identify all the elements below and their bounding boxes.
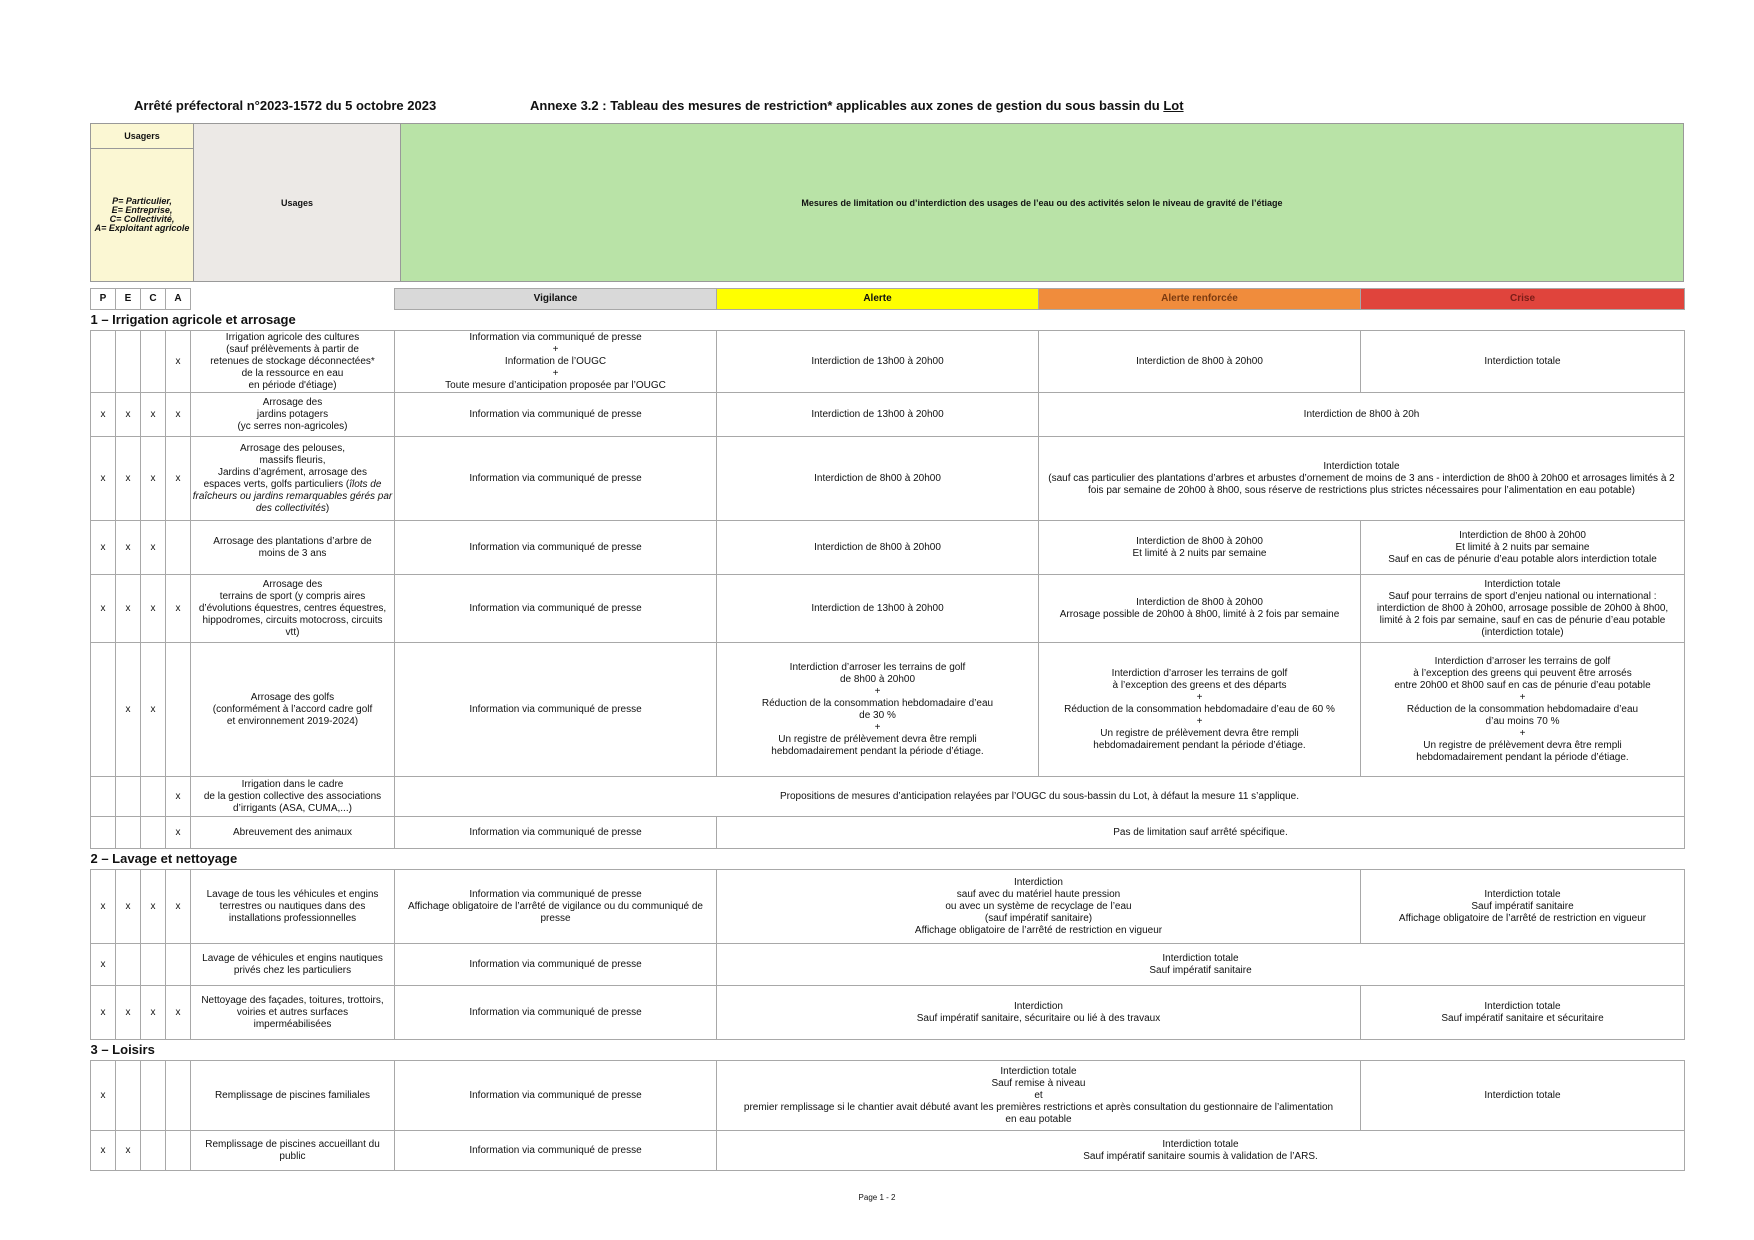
col-e: E <box>116 289 141 310</box>
mark-e: x <box>116 575 141 643</box>
usage-text: espaces verts, golfs particuliers ( <box>203 478 350 490</box>
alerte-renforcee-cell <box>1039 521 1361 575</box>
annex-title <box>530 98 1184 113</box>
table-row <box>91 986 1685 1040</box>
vigilance-cell <box>395 331 717 393</box>
mark-e: x <box>116 870 141 944</box>
mark-c: x <box>141 393 166 437</box>
usage-line: Remplissage de piscines accueillant du <box>205 1138 380 1150</box>
cell-line: d’au moins 70 % <box>1485 715 1560 727</box>
usage-line: installations professionnelles <box>228 912 357 924</box>
cell-line: Interdiction d’arroser les terrains de golf <box>1434 655 1611 667</box>
col-p: P <box>91 289 116 310</box>
cell-line: hebdomadairement pendant la période d’étiage. <box>771 745 984 757</box>
legend-e: E= Entreprise, <box>111 205 173 215</box>
cell-line: de 8h00 à 20h00 <box>839 673 916 685</box>
alerte-renforcee-cell <box>1039 575 1361 643</box>
cell-line: Information via communiqué de presse <box>469 888 642 900</box>
cell-line: Information via communiqué de presse <box>469 331 642 343</box>
vigilance-cell <box>395 870 717 944</box>
usage-cell <box>191 986 395 1040</box>
crise-cell <box>1361 870 1685 944</box>
usage-line: Lavage de véhicules et engins nautiques <box>202 952 383 964</box>
cell-line: Sauf remise à niveau <box>991 1077 1086 1089</box>
cell-line: Interdiction totale <box>1323 460 1400 472</box>
cell-line: Réduction de la consommation hebdomadaire d’eau <box>761 697 994 709</box>
cell-line: Interdiction d’arroser les terrains de golf <box>789 661 966 673</box>
mark-a: x <box>166 777 191 817</box>
cell-line: (sauf cas particulier des plantations d’arbres et arbustes d’ornement de moins de 3 ans - interdiction de 8h00 à 20h00 et arrosages limités à 2 fois par semaine de 20h00 à 8h00, sous réserve de restrictions plus strictes nécessaires pour l’alimentation en eau potable) <box>1048 472 1675 496</box>
mark-p: x <box>91 870 116 944</box>
cell-line: Interdiction totale <box>1484 578 1561 590</box>
cell-line: Interdiction totale <box>1162 1138 1239 1150</box>
alerte-renforcee-cell <box>717 1061 1361 1131</box>
mark-c: x <box>141 986 166 1040</box>
mark-c: x <box>141 437 166 521</box>
mark-p <box>91 817 116 849</box>
mark-e: x <box>116 437 141 521</box>
cell-line: + <box>874 685 881 697</box>
mark-e <box>116 1061 141 1131</box>
measures-title: Mesures de limitation ou d’interdiction des usages de l’eau ou des activités selon le niveau de gravité de l’étiage <box>401 124 1684 282</box>
usage-line: Jardins d’agrément, arrosage des <box>218 466 367 478</box>
vigilance-cell: Information via communiqué de presse <box>395 393 717 437</box>
usage-line: Arrosage des <box>262 578 323 590</box>
cell-line: Sauf impératif sanitaire <box>1149 964 1252 976</box>
mark-e <box>116 331 141 393</box>
mark-c <box>141 944 166 986</box>
crise-cell <box>1361 986 1685 1040</box>
col-vigilance: Vigilance <box>395 289 717 310</box>
alerte-cell: Interdiction de 13h00 à 20h00 <box>717 393 1039 437</box>
cell-line: + <box>552 343 559 355</box>
usage-line: Irrigation dans le cadre <box>241 778 344 790</box>
table-row <box>91 817 1685 849</box>
crise-cell: Interdiction totale <box>1361 331 1685 393</box>
usage-line: Arrosage des plantations d’arbre de <box>213 535 372 547</box>
usage-line: imperméabilisées <box>253 1018 332 1030</box>
table-row <box>91 575 1685 643</box>
cell-line: de 30 % <box>859 709 896 721</box>
section-loisirs: 3 – Loisirs <box>90 1042 155 1057</box>
cell-line: + <box>552 367 559 379</box>
header-table <box>90 123 1684 282</box>
mark-p: x <box>91 944 116 986</box>
vigilance-cell: Information via communiqué de presse <box>395 1061 717 1131</box>
usage-text: ) <box>325 502 330 514</box>
alerte-to-crise-cell <box>717 1131 1685 1171</box>
page-number: Page 1 - 2 <box>858 1193 896 1202</box>
vigilance-cell: Information via communiqué de presse <box>395 944 717 986</box>
crise-cell <box>1361 575 1685 643</box>
usage-line: terrains de sport (y compris aires <box>219 590 366 602</box>
mark-e: x <box>116 986 141 1040</box>
crise-cell: Interdiction totale <box>1361 1061 1685 1131</box>
legend-c: C= Collectivité, <box>109 214 175 224</box>
cell-line: Interdiction <box>1014 1000 1063 1012</box>
usage-line: Irrigation agricole des cultures <box>225 331 360 343</box>
cell-line: à l’exception des greens et des départs <box>1112 679 1287 691</box>
mark-p: x <box>91 575 116 643</box>
usage-cell <box>191 521 395 575</box>
mark-a: x <box>166 575 191 643</box>
mark-p: x <box>91 986 116 1040</box>
usage-cell <box>191 575 395 643</box>
mark-p: x <box>91 1131 116 1171</box>
cell-line: entre 20h00 et 8h00 sauf en cas de pénurie d’eau potable <box>1394 679 1651 691</box>
table-row <box>91 1061 1685 1131</box>
mark-a: x <box>166 437 191 521</box>
annex-title-main: Annexe 3.2 : Tableau des mesures de restriction* applicables aux zones de gestion du sous bassin du <box>530 98 1164 113</box>
usage-line: terrestres ou nautiques dans des <box>219 900 366 912</box>
mark-e: x <box>116 1131 141 1171</box>
mark-c <box>141 817 166 849</box>
usage-cell <box>191 944 395 986</box>
cell-line: Sauf en cas de pénurie d’eau potable alors interdiction totale <box>1388 553 1657 565</box>
mark-a: x <box>166 870 191 944</box>
usage-line: en période d'étiage) <box>248 379 337 391</box>
crise-cell <box>1361 643 1685 777</box>
mark-a: x <box>166 331 191 393</box>
mark-c: x <box>141 521 166 575</box>
col-alerte: Alerte <box>717 289 1039 310</box>
vigilance-cell: Information via communiqué de presse <box>395 575 717 643</box>
usage-line: Arrosage des golfs <box>250 691 335 703</box>
section-lavage: 2 – Lavage et nettoyage <box>90 851 238 866</box>
usage-line: de la ressource en eau <box>241 367 344 379</box>
table-row <box>91 944 1685 986</box>
usage-text-italic: îlots de fraîcheurs ou jardins remarquables gérés par des collectivités <box>192 478 393 514</box>
mark-e <box>116 944 141 986</box>
vigilance-cell: Information via communiqué de presse <box>395 643 717 777</box>
usage-line: moins de 3 ans <box>258 547 327 559</box>
usagers-legend <box>91 149 194 282</box>
cell-line: presse <box>540 912 571 924</box>
usage-line: vtt) <box>285 626 300 638</box>
arrete-reference: Arrêté préfectoral n°2023-1572 du 5 octobre 2023 <box>134 98 437 113</box>
alerte-renforcee-cell <box>717 870 1361 944</box>
cell-line: Affichage obligatoire de l’arrêté de restriction en vigueur <box>1398 912 1647 924</box>
cell-line: à l’exception des greens qui peuvent être arrosés <box>1413 667 1632 679</box>
usage-line: Arrosage des <box>262 396 323 408</box>
mark-e: x <box>116 393 141 437</box>
mark-c <box>141 777 166 817</box>
cell-line: Réduction de la consommation hebdomadaire d’eau de 60 % <box>1064 703 1335 715</box>
alerte-renforcee-crise-cell: Interdiction de 8h00 à 20h <box>1039 393 1685 437</box>
cell-line: (sauf impératif sanitaire) <box>984 912 1093 924</box>
usage-line: Arrosage des pelouses, <box>239 442 346 454</box>
cell-line: Interdiction de 8h00 à 20h00 <box>1459 529 1586 541</box>
mark-a: x <box>166 393 191 437</box>
cell-line: Information de l’OUGC <box>504 355 607 367</box>
cell-line: Arrosage possible de 20h00 à 8h00, limité à 2 fois par semaine <box>1059 608 1340 620</box>
cell-line: Et limité à 2 nuits par semaine <box>1455 541 1590 553</box>
alerte-renforcee-cell: Interdiction de 8h00 à 20h00 <box>1039 331 1361 393</box>
alerte-renforcee-cell <box>1039 643 1361 777</box>
table-row <box>91 643 1685 777</box>
cell-line: en eau potable <box>1005 1113 1072 1125</box>
mark-e <box>116 817 141 849</box>
usage-line: voiries et autres surfaces <box>236 1006 349 1018</box>
alerte-to-crise-cell: Pas de limitation sauf arrêté spécifique. <box>717 817 1685 849</box>
usage-cell <box>191 643 395 777</box>
mark-c: x <box>141 643 166 777</box>
cell-line: sauf avec du matériel haute pression <box>956 888 1121 900</box>
alerte-to-crise-cell <box>717 944 1685 986</box>
usage-line: (yc serres non-agricoles) <box>237 420 348 432</box>
cell-line: Un registre de prélèvement devra être rempli <box>778 733 977 745</box>
table-row <box>91 1131 1685 1171</box>
col-a: A <box>166 289 191 310</box>
vigilance-cell: Information via communiqué de presse <box>395 1131 717 1171</box>
mark-a: x <box>166 986 191 1040</box>
cell-line: Réduction de la consommation hebdomadaire d’eau <box>1406 703 1639 715</box>
mark-p <box>91 331 116 393</box>
mark-e <box>116 777 141 817</box>
mark-p <box>91 777 116 817</box>
usage-cell <box>191 1131 395 1171</box>
cell-line: Sauf impératif sanitaire <box>1471 900 1574 912</box>
mark-a <box>166 1061 191 1131</box>
cell-line: Sauf pour terrains de sport d’enjeu national ou international : <box>1388 590 1657 602</box>
col-c: C <box>141 289 166 310</box>
alerte-renforcee-crise-cell <box>1039 437 1685 521</box>
mark-e: x <box>116 521 141 575</box>
usage-cell: Abreuvement des animaux <box>191 817 395 849</box>
alerte-renforcee-cell <box>717 986 1361 1040</box>
usage-line: d’irrigants (ASA, CUMA,...) <box>233 802 352 814</box>
alerte-cell: Interdiction de 13h00 à 20h00 <box>717 331 1039 393</box>
cell-line: Interdiction <box>1014 876 1063 888</box>
alerte-cell <box>717 643 1039 777</box>
legend-p: P= Particulier, <box>112 196 172 206</box>
vigilance-cell: Information via communiqué de presse <box>395 986 717 1040</box>
usage-line <box>192 479 393 515</box>
mark-c: x <box>141 575 166 643</box>
usage-line: hippodromes, circuits motocross, circuits <box>202 614 383 626</box>
mark-a <box>166 1131 191 1171</box>
cell-line: + <box>1196 691 1203 703</box>
table-row <box>91 521 1685 575</box>
usage-line: privés chez les particuliers <box>233 964 352 976</box>
section-irrigation: 1 – Irrigation agricole et arrosage <box>90 312 296 327</box>
table-row <box>91 870 1685 944</box>
cell-line: Un registre de prélèvement devra être rempli <box>1100 727 1299 739</box>
usage-cell <box>191 331 395 393</box>
usage-line: retenues de stockage déconnectées* <box>210 355 375 367</box>
table-row <box>91 331 1685 393</box>
cell-line: et <box>1034 1089 1043 1101</box>
usage-line: jardins potagers <box>256 408 329 420</box>
cell-line: Affichage obligatoire de l’arrêté de vigilance ou du communiqué de <box>407 900 703 912</box>
table-row <box>91 393 1685 437</box>
cell-line: hebdomadairement pendant la période d’étiage. <box>1093 739 1306 751</box>
mark-c <box>141 331 166 393</box>
cell-line: Sauf impératif sanitaire soumis à validation de l’ARS. <box>1083 1150 1318 1162</box>
mark-p: x <box>91 393 116 437</box>
cell-line: Interdiction totale <box>1484 888 1561 900</box>
cell-line: + <box>1519 691 1526 703</box>
usage-line: Lavage de tous les véhicules et engins <box>206 888 379 900</box>
vigilance-cell: Information via communiqué de presse <box>395 817 717 849</box>
vigilance-cell: Information via communiqué de presse <box>395 437 717 521</box>
mark-e: x <box>116 643 141 777</box>
cell-line: hebdomadairement pendant la période d’étiage. <box>1416 751 1629 763</box>
cell-line: Interdiction de 8h00 à 20h00 <box>1136 596 1263 608</box>
alerte-cell: Interdiction de 8h00 à 20h00 <box>717 437 1039 521</box>
legend-a: A= Exploitant agricole <box>94 223 190 233</box>
cell-line: Interdiction d’arroser les terrains de golf <box>1111 667 1288 679</box>
usage-line: de la gestion collective des associations <box>203 790 382 802</box>
usagers-header: Usagers <box>91 124 194 149</box>
col-crise: Crise <box>1361 289 1685 310</box>
usage-line: massifs fleuris, <box>259 454 326 466</box>
cell-line: limité à 2 fois par semaine, sauf en cas de pénurie d’eau potable <box>1379 614 1666 626</box>
table-row <box>91 777 1685 817</box>
cell-line: premier remplissage si le chantier avait débuté avant les premières restrictions et après consultation du gestionnaire de l’alimentation <box>743 1101 1334 1113</box>
usage-line: (conformément à l’accord cadre golf <box>212 703 373 715</box>
cell-line: Sauf impératif sanitaire et sécuritaire <box>1441 1012 1604 1024</box>
usage-cell: Remplissage de piscines familiales <box>191 1061 395 1131</box>
mark-a <box>166 521 191 575</box>
mark-p <box>91 643 116 777</box>
mark-c <box>141 1061 166 1131</box>
usage-line: et environnement 2019-2024) <box>226 715 359 727</box>
all-levels-cell: Propositions de mesures d’anticipation relayées par l’OUGC du sous-bassin du Lot, à défaut la mesure 11 s’applique. <box>395 777 1685 817</box>
usage-cell <box>191 777 395 817</box>
cell-line: + <box>1519 727 1526 739</box>
cell-line: Toute mesure d’anticipation proposée par l’OUGC <box>445 379 666 391</box>
mark-a <box>166 944 191 986</box>
usage-cell <box>191 870 395 944</box>
cell-line: ou avec un système de recyclage de l’eau <box>945 900 1132 912</box>
alerte-cell: Interdiction de 8h00 à 20h00 <box>717 521 1039 575</box>
usage-line: Nettoyage des façades, toitures, trottoirs, <box>201 994 384 1006</box>
annex-title-lot: Lot <box>1163 98 1184 113</box>
col-alerte-renforcee: Alerte renforcée <box>1039 289 1361 310</box>
cell-line: (interdiction totale) <box>1481 626 1564 638</box>
vigilance-cell: Information via communiqué de presse <box>395 521 717 575</box>
cell-line: Un registre de prélèvement devra être rempli <box>1423 739 1622 751</box>
mark-p: x <box>91 521 116 575</box>
column-header-row <box>91 289 1685 310</box>
mark-p: x <box>91 437 116 521</box>
cell-line: interdiction de 8h00 à 20h00, arrosage possible de 20h00 à 8h00, <box>1376 602 1669 614</box>
restriction-table <box>90 288 1685 1171</box>
usage-cell <box>191 393 395 437</box>
cell-line: + <box>1196 715 1203 727</box>
alerte-cell: Interdiction de 13h00 à 20h00 <box>717 575 1039 643</box>
usages-header: Usages <box>194 124 401 282</box>
cell-line: Interdiction totale <box>1484 1000 1561 1012</box>
table-row <box>91 437 1685 521</box>
cell-line: + <box>874 721 881 733</box>
usage-line: (sauf prélèvements à partir de <box>226 343 359 355</box>
usage-line: d’évolutions équestres, centres équestres, <box>198 602 387 614</box>
cell-line: Interdiction totale <box>1162 952 1239 964</box>
crise-cell <box>1361 521 1685 575</box>
cell-line: Affichage obligatoire de l’arrêté de restriction en vigueur <box>914 924 1163 936</box>
usage-cell <box>191 437 395 521</box>
mark-a: x <box>166 817 191 849</box>
mark-c: x <box>141 870 166 944</box>
mark-p: x <box>91 1061 116 1131</box>
cell-line: Interdiction totale <box>1000 1065 1077 1077</box>
cell-line: Et limité à 2 nuits par semaine <box>1132 547 1267 559</box>
mark-a <box>166 643 191 777</box>
col-usages-gap <box>191 289 395 310</box>
usage-line: public <box>279 1150 306 1162</box>
cell-line: Interdiction de 8h00 à 20h00 <box>1136 535 1263 547</box>
mark-c <box>141 1131 166 1171</box>
cell-line: Sauf impératif sanitaire, sécuritaire ou lié à des travaux <box>916 1012 1161 1024</box>
